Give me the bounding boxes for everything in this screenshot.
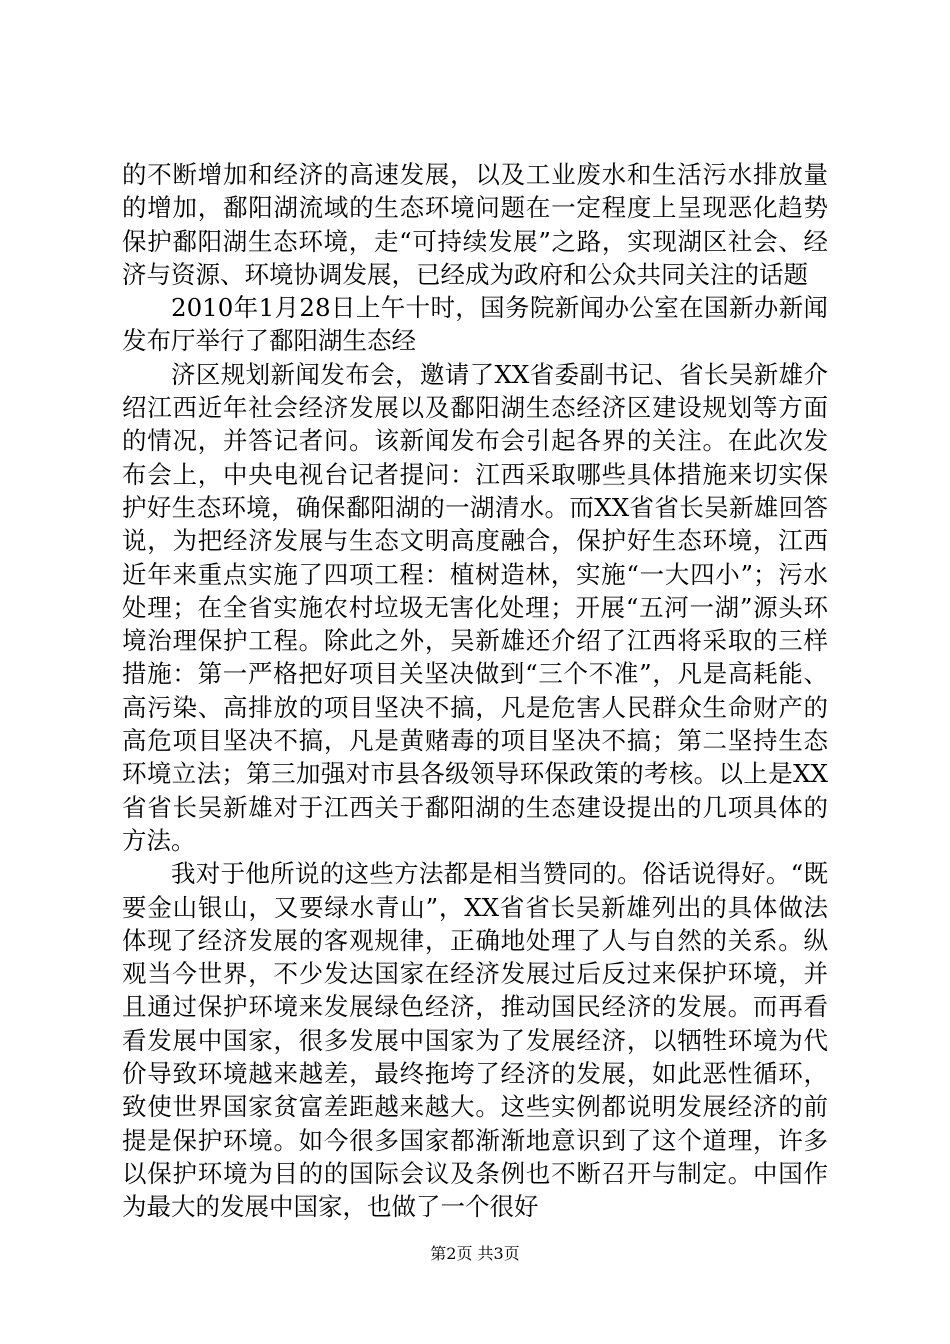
paragraph-1: 的不断增加和经济的高速发展，以及工业废水和生活污水排放量的增加，鄱阳湖流域的生态环境问题在一定程度上呈现恶化趋势保护鄱阳湖生态环境，走“可持续发展”之路，实现湖区社会、经济与资源、环境协调发展，已经成为政府和公众共同关注的话题 [122, 160, 828, 289]
document-body [122, 158, 828, 1224]
page-footer: 第2页 共3页 [430, 1244, 520, 1263]
paragraph-2: 2010年1月28日上午十时，国务院新闻办公室在国新办新闻发布厅举行了鄱阳湖生态经 [122, 293, 828, 356]
paragraph-3: 济区规划新闻发布会，邀请了XX省委副书记、省长吴新雄介绍江西近年社会经济发展以及鄱阳湖生态经济区建设规划等方面的情况，并答记者问。该新闻发布会引起各界的关注。在此次发布会上，中央电视台记者提问：江西采取哪些具体措施来切实保护好生态环境，确保鄱阳湖的一湖清水。而XX省省长吴新雄回答说，为把经济发展与生态文明高度融合，保护好生态环境，江西近年来重点实施了四项工程：植树造林，实施“一大四小”；污水处理；在全省实施农村垃圾无害化处理；开展“五河一湖”源头环境治理保护工程。除此之外，吴新雄还介绍了江西将采取的三样措施：第一严格把好项目关坚决做到“三个不准”，凡是高耗能、高污染、高排放的项目坚决不搞，凡是危害人民群众生命财产的高危项目坚决不搞，凡是黄赌毒的项目坚决不搞；第二坚持生态环境立法；第三加强对市县各级领导环保政策的考核。以上是XX省省长吴新雄对于江西关于鄱阳湖的生态建设提出的几项具体的方法。 [122, 359, 828, 855]
paragraph-4: 我对于他所说的这些方法都是相当赞同的。俗话说得好。“既要金山银山，又要绿水青山”，XX省省长吴新雄列出的具体做法体现了经济发展的客观规律，正确地处理了人与自然的关系。纵观当今世界，不少发达国家在经济发展过后反过来保护环境，并且通过保护环境来发展绿色经济，推动国民经济的发展。而再看看发展中国家，很多发展中国家为了发展经济，以牺牲环境为代价导致环境越来越差，最终拖垮了经济的发展，如此恶性循环，致使世界国家贫富差距越来越大。这些实例都说明发展经济的前提是保护环境。如今很多国家都渐渐地意识到了这个道理，许多以保护环境为目的的国际会议及条例也不断召开与制定。中国作为最大的发展中国家，也做了一个很好 [122, 859, 828, 1222]
